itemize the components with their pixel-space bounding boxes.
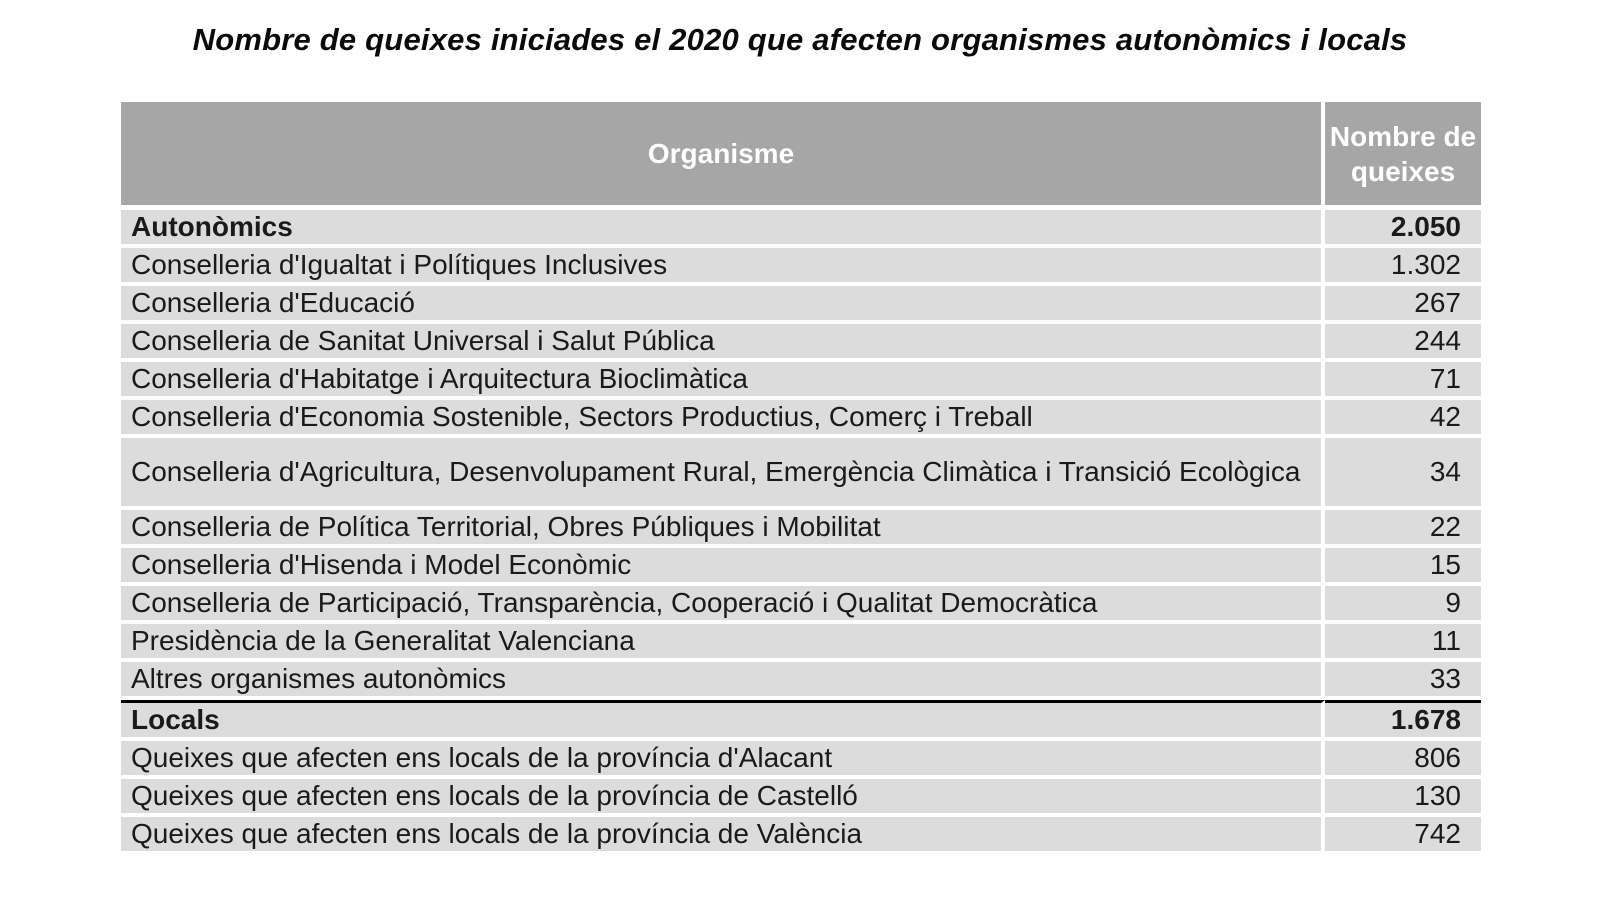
row-organisme: Queixes que afecten ens locals de la província d'Alacant (121, 741, 1325, 779)
table-row (121, 248, 1481, 286)
row-organisme: Conselleria de Participació, Transparència, Cooperació i Qualitat Democràtica (121, 586, 1325, 624)
row-value: 742 (1325, 817, 1481, 855)
row-value: 1.302 (1325, 248, 1481, 286)
row-value: 71 (1325, 362, 1481, 400)
row-value: 806 (1325, 741, 1481, 779)
header-organisme: Organisme (121, 102, 1325, 210)
row-organisme: Queixes que afecten ens locals de la província de València (121, 817, 1325, 855)
table-row (121, 779, 1481, 817)
table-row (121, 548, 1481, 586)
row-value: 22 (1325, 510, 1481, 548)
group-label: Locals (121, 700, 1325, 741)
table-row (121, 741, 1481, 779)
table-row (121, 362, 1481, 400)
group-total: 2.050 (1325, 210, 1481, 248)
table-row (121, 400, 1481, 438)
row-value: 267 (1325, 286, 1481, 324)
group-label: Autonòmics (121, 210, 1325, 248)
row-organisme: Conselleria d'Hisenda i Model Econòmic (121, 548, 1325, 586)
row-organisme: Queixes que afecten ens locals de la província de Castelló (121, 779, 1325, 817)
table-row (121, 438, 1481, 510)
group-total: 1.678 (1325, 700, 1481, 741)
row-value: 34 (1325, 438, 1481, 510)
row-organisme: Presidència de la Generalitat Valenciana (121, 624, 1325, 662)
table-row (121, 510, 1481, 548)
row-organisme: Conselleria d'Educació (121, 286, 1325, 324)
table-row (121, 662, 1481, 700)
table-row (121, 817, 1481, 855)
row-value: 33 (1325, 662, 1481, 700)
row-organisme: Conselleria d'Agricultura, Desenvolupament Rural, Emergència Climàtica i Transició Ecològica (121, 438, 1325, 510)
table-row (121, 324, 1481, 362)
table-row (121, 586, 1481, 624)
row-organisme: Conselleria de Sanitat Universal i Salut Pública (121, 324, 1325, 362)
row-value: 15 (1325, 548, 1481, 586)
header-nombre-queixes: Nombre de queixes (1325, 102, 1481, 210)
row-value: 130 (1325, 779, 1481, 817)
complaints-table-container (121, 102, 1481, 855)
group-row-locals (121, 700, 1481, 741)
row-organisme: Conselleria d'Igualtat i Polítiques Inclusives (121, 248, 1325, 286)
group-row-autonomics (121, 210, 1481, 248)
page-title: Nombre de queixes iniciades el 2020 que afecten organismes autonòmics i locals (192, 22, 1408, 57)
row-value: 11 (1325, 624, 1481, 662)
row-organisme: Conselleria d'Habitatge i Arquitectura Bioclimàtica (121, 362, 1325, 400)
row-value: 244 (1325, 324, 1481, 362)
row-organisme: Altres organismes autonòmics (121, 662, 1325, 700)
row-organisme: Conselleria d'Economia Sostenible, Sectors Productius, Comerç i Treball (121, 400, 1325, 438)
row-organisme: Conselleria de Política Territorial, Obres Públiques i Mobilitat (121, 510, 1325, 548)
row-value: 42 (1325, 400, 1481, 438)
table-row (121, 624, 1481, 662)
complaints-table (121, 102, 1481, 855)
row-value: 9 (1325, 586, 1481, 624)
table-row (121, 286, 1481, 324)
table-header-row (121, 102, 1481, 210)
